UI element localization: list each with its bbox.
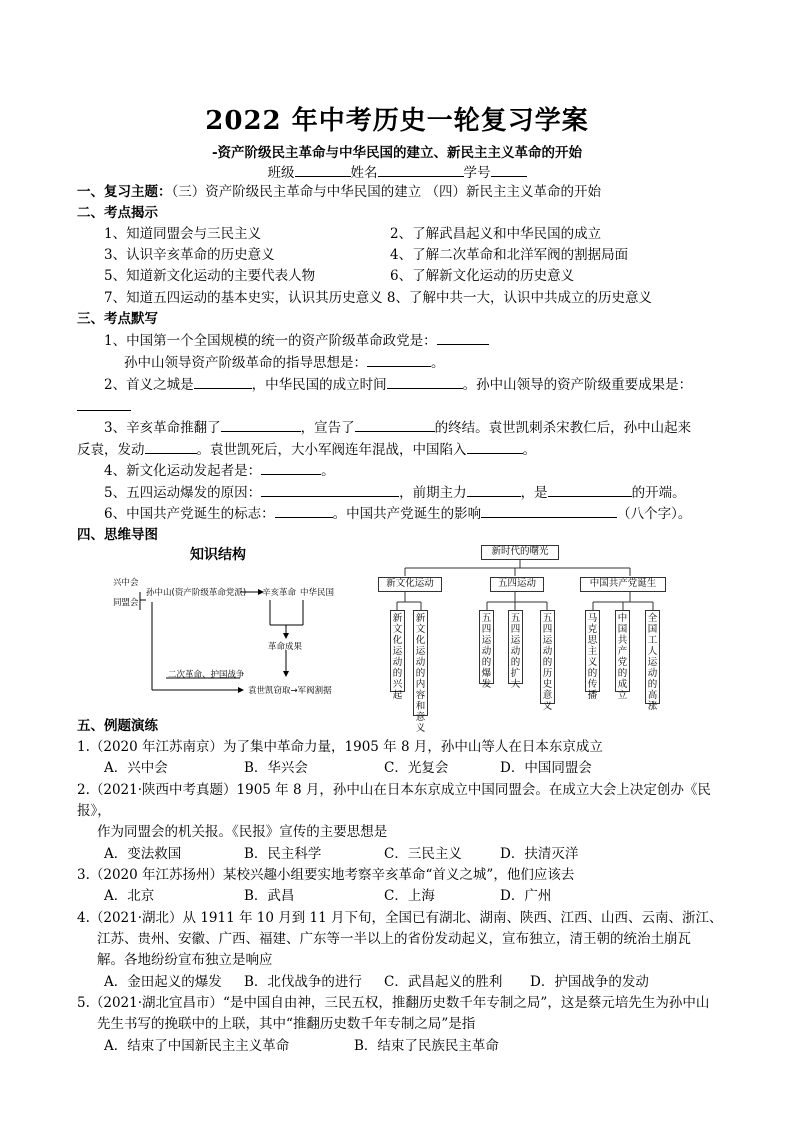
question-text: 。 [321, 463, 335, 479]
key-point: 3、认识辛亥革命的历史意义 [104, 247, 275, 263]
answer-blank[interactable] [467, 439, 523, 454]
question-text: 4、新文化运动发起者是： [104, 463, 262, 479]
key-point: 5、知道新文化运动的主要代表人物 [104, 268, 316, 284]
section-heading: 五、例题演练 [77, 718, 158, 734]
option[interactable]: A．北京 [104, 888, 155, 904]
question-text: 6、中国共产党诞生的标志： [104, 506, 275, 522]
question-stem: 作为同盟会的机关报。《民报》宣传的主要思想是 [97, 824, 388, 840]
question-stem: 1.（2020 年江苏南京）为了集中革命力量，1905 年 8 月，孙中山等人在日本东京成立 [77, 739, 603, 755]
fill-question [104, 374, 692, 395]
diagram-label: 革命成果 [268, 642, 303, 652]
diagram-label: 二次革命、护国战争 [168, 670, 245, 680]
options-row [104, 758, 592, 778]
page-title: 2022 年中考历史一轮复习学案 [205, 106, 589, 136]
option[interactable]: D．护国战争的发动 [530, 974, 649, 990]
tree-leaf: 新文化运动的兴起 [390, 610, 405, 692]
question-stem: 4.（2021·湖北）从 1911 年 10 月到 11 月下旬，全国已有湖北、湖南、陕西、江西、山西、云南、浙江、 [77, 910, 723, 926]
question-text: 的开端。 [631, 485, 686, 501]
options-row [104, 886, 551, 906]
student-info-bar [0, 161, 794, 181]
answer-blank[interactable] [77, 396, 131, 411]
fill-question [104, 460, 335, 481]
answer-blank[interactable] [145, 439, 197, 454]
option[interactable]: D．中国同盟会 [500, 760, 592, 776]
name-blank[interactable] [378, 162, 464, 177]
answer-blank[interactable] [367, 352, 431, 367]
fill-question [104, 417, 691, 438]
key-point: 7、知道五四运动的基本史实，认识其历史意义 8、了解中共一大，认识中共成立的历史意义 [104, 290, 652, 306]
answer-blank[interactable] [481, 503, 617, 518]
question-text: 的终结。袁世凯刺杀宋教仁后，孙中山起来 [434, 420, 692, 436]
question-text: （八个字）。 [617, 506, 692, 522]
tree-leaf: 五四运动的扩大 [508, 610, 523, 684]
section-review-topic [77, 182, 601, 202]
options-row [104, 972, 649, 992]
answer-blank[interactable] [548, 482, 632, 497]
section-heading: 三、考点默写 [77, 311, 158, 327]
diagram-label: 兴中会 [113, 578, 139, 588]
class-label: 班级 [267, 165, 295, 181]
question-text: 。中国共产党诞生的影响 [332, 506, 482, 522]
answer-blank[interactable] [221, 417, 301, 432]
key-point: 2、了解武昌起义和中华民国的成立 [390, 226, 602, 242]
diagram-label: 袁世凯窃取→军阀割据 [248, 686, 332, 696]
knowledge-structure-title: 知识结构 [190, 547, 246, 563]
question-text: 5、五四运动爆发的原因： [104, 485, 262, 501]
key-point: 4、了解二次革命和北洋军阀的割据局面 [390, 247, 629, 263]
id-blank[interactable] [491, 162, 527, 177]
key-point: 6、了解新文化运动的历史意义 [390, 268, 575, 284]
tree-root: 新时代的曙光 [481, 545, 559, 560]
key-point: 1、知道同盟会与三民主义 [104, 226, 262, 242]
question-text: 3、辛亥革命推翻了 [104, 420, 221, 436]
fill-question [104, 482, 686, 503]
question-text: 反袁，发动 [77, 442, 145, 458]
option[interactable]: D．扶清灭洋 [500, 846, 579, 862]
id-label: 学号 [463, 165, 491, 181]
answer-blank[interactable] [437, 330, 489, 345]
review-topic-text: （三）资产阶级民主革命与中华民国的建立 （四）新民主主义革命的开始 [171, 184, 602, 200]
question-text: ，前期主力 [399, 485, 467, 501]
answer-blank[interactable] [275, 503, 333, 518]
option[interactable]: C．光复会 [384, 760, 449, 776]
diagram-label: 孙中山(资产阶级革命党派) [146, 588, 247, 598]
question-text: 2、首义之城是 [104, 377, 194, 393]
option[interactable]: A．金田起义的爆发 [104, 974, 222, 990]
diagram-label: 中华民国 [300, 588, 335, 598]
fill-question [124, 352, 445, 373]
options-row [104, 844, 578, 864]
section-heading: 二、考点揭示 [77, 205, 158, 221]
fill-question [77, 396, 131, 417]
fill-question [104, 503, 691, 524]
diagram-label: 辛亥革命 [262, 588, 297, 598]
fill-question [104, 330, 489, 351]
option[interactable]: C．三民主义 [384, 846, 462, 862]
question-text: 。 [522, 442, 536, 458]
answer-blank[interactable] [261, 482, 399, 497]
section-heading: 四、思维导图 [77, 527, 158, 543]
option[interactable]: C．武昌起义的胜利 [384, 974, 503, 990]
option[interactable]: B．武昌 [244, 888, 295, 904]
tree-leaf: 新文化运动的内容和意义 [413, 610, 428, 716]
name-label: 姓名 [350, 165, 378, 181]
question-text: ，中华民国的成立时间 [251, 377, 387, 393]
diagram-label: 同盟会 [113, 598, 139, 608]
tree-leaf: 五四运动的爆发 [479, 610, 494, 684]
page-subtitle: -资产阶级民主革命与中华民国的建立、新民主主义革命的开始 [211, 145, 583, 161]
answer-blank[interactable] [355, 417, 435, 432]
question-text: 。 [431, 355, 445, 371]
option[interactable]: A．变法救国 [104, 846, 182, 862]
tree-leaf: 马克思主义的传播 [585, 610, 600, 692]
question-stem: 5.（2021·湖北宜昌市）“是中国自由神，三民五权，推翻历史数千年专制之局”，这是蔡元培先生为孙中山 [77, 995, 710, 1011]
answer-blank[interactable] [387, 374, 463, 389]
option[interactable]: B．华兴会 [244, 760, 308, 776]
question-stem: 报》， [77, 803, 111, 819]
option[interactable]: A．兴中会 [104, 760, 168, 776]
tree-branch: 五四运动 [490, 577, 544, 592]
section-heading: 一、复习主题： [77, 184, 172, 200]
option[interactable]: B．民主科学 [244, 846, 322, 862]
option[interactable]: A．结束了中国新民主主义革命 [104, 1038, 290, 1054]
question-text: 。孙中山领导的资产阶级重要成果是： [462, 377, 693, 393]
answer-blank[interactable] [261, 460, 321, 475]
question-text: 。袁世凯死后，大小军阀连年混战，中国陷入 [196, 442, 467, 458]
tree-leaf: 中国共产党的成立 [615, 610, 630, 692]
tree-leaf: 五四运动的历史意义 [540, 610, 555, 704]
question-text: ，宣告了 [300, 420, 355, 436]
question-text: 孙中山领导资产阶级革命的指导思想是： [124, 355, 367, 371]
answer-blank[interactable] [467, 482, 521, 497]
options-row [104, 1036, 499, 1056]
question-stem: 江苏、贵州、安徽、广西、福建、广东等一半以上的省份发动起义，宣布独立，清王朝的统治土崩瓦 [97, 931, 691, 947]
answer-blank[interactable] [194, 374, 252, 389]
question-stem: 先生书写的挽联中的上联，其中“推翻历史数千年专制之局”是指 [97, 1016, 476, 1032]
option[interactable]: B．北伐战争的进行 [244, 974, 362, 990]
fill-question [77, 439, 536, 460]
option[interactable]: D．广州 [500, 888, 552, 904]
tree-leaf: 全国工人运动的高涨 [645, 610, 660, 704]
class-blank[interactable] [295, 162, 351, 177]
question-stem: 3.（2020 年江苏扬州）某校兴趣小组要实地考察辛亥革命“首义之城”，他们应该去 [77, 867, 575, 883]
option[interactable]: B．结束了民族民主革命 [354, 1038, 499, 1054]
tree-branch: 新文化运动 [378, 577, 442, 592]
question-stem: 解。各地纷纷宣布独立是响应 [97, 952, 273, 968]
question-text: 1、中国第一个全国规模的统一的资产阶级革命政党是： [104, 333, 437, 349]
question-text: ，是 [520, 485, 548, 501]
option[interactable]: C．上海 [384, 888, 435, 904]
tree-branch: 中国共产党诞生 [580, 577, 666, 592]
question-stem: 2.（2021·陕西中考真题）1905 年 8 月，孙中山在日本东京成立中国同盟会。在成立大会上决定创办《民 [77, 782, 711, 798]
